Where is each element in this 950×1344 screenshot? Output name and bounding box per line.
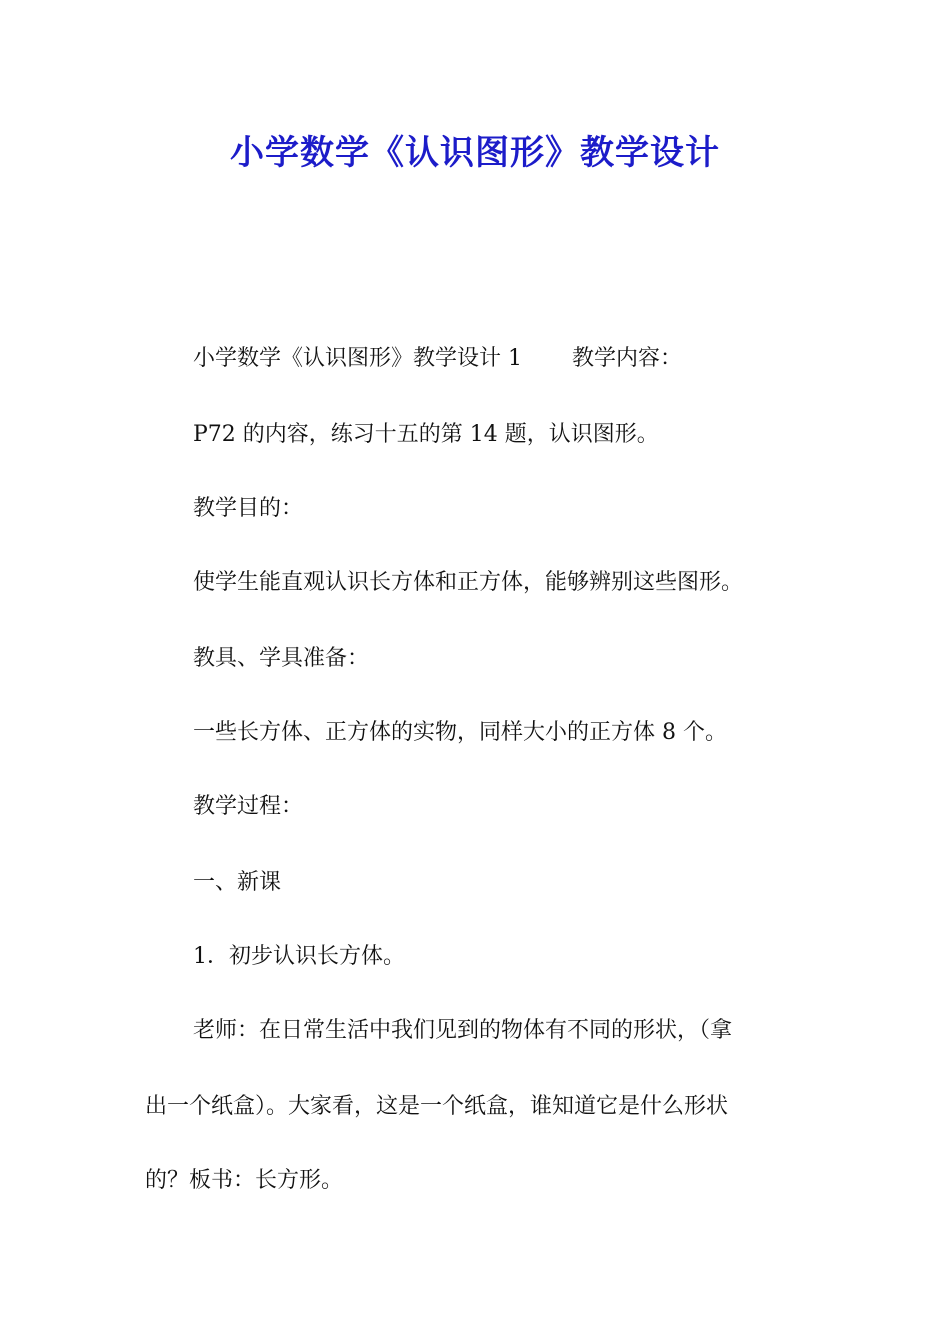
paragraph-teacher-line3: 的？板书：长方形。 [145,1168,344,1193]
paragraph-heading-content [193,344,682,374]
paragraph-materials-label: 教具、学具准备： [193,646,370,671]
paragraph-teacher-line1: 老师：在日常生活中我们见到的物体有不同的形状，（拿 [193,1018,733,1043]
paragraph-content-detail: P72 的内容，练习十五的第 14 题，认识图形。 [193,422,659,447]
section-title-text: 小学数学《认识图形》教学设计 1 [193,346,522,371]
teaching-content-label: 教学内容： [572,346,683,371]
paragraph-process-label: 教学过程： [193,794,304,819]
paragraph-step-one: 1．初步认识长方体。 [193,944,405,969]
paragraph-teacher-line2: 出一个纸盒）。大家看，这是一个纸盒，谁知道它是什么形状 [145,1094,729,1119]
paragraph-materials-detail: 一些长方体、正方体的实物，同样大小的正方体 8 个。 [193,720,727,745]
paragraph-new-lesson: 一、新课 [193,870,282,895]
paragraph-objective-detail: 使学生能直观认识长方体和正方体，能够辨别这些图形。 [193,570,744,595]
document-title: 小学数学《认识图形》教学设计 [230,133,720,173]
paragraph-objective-label: 教学目的： [193,496,304,521]
